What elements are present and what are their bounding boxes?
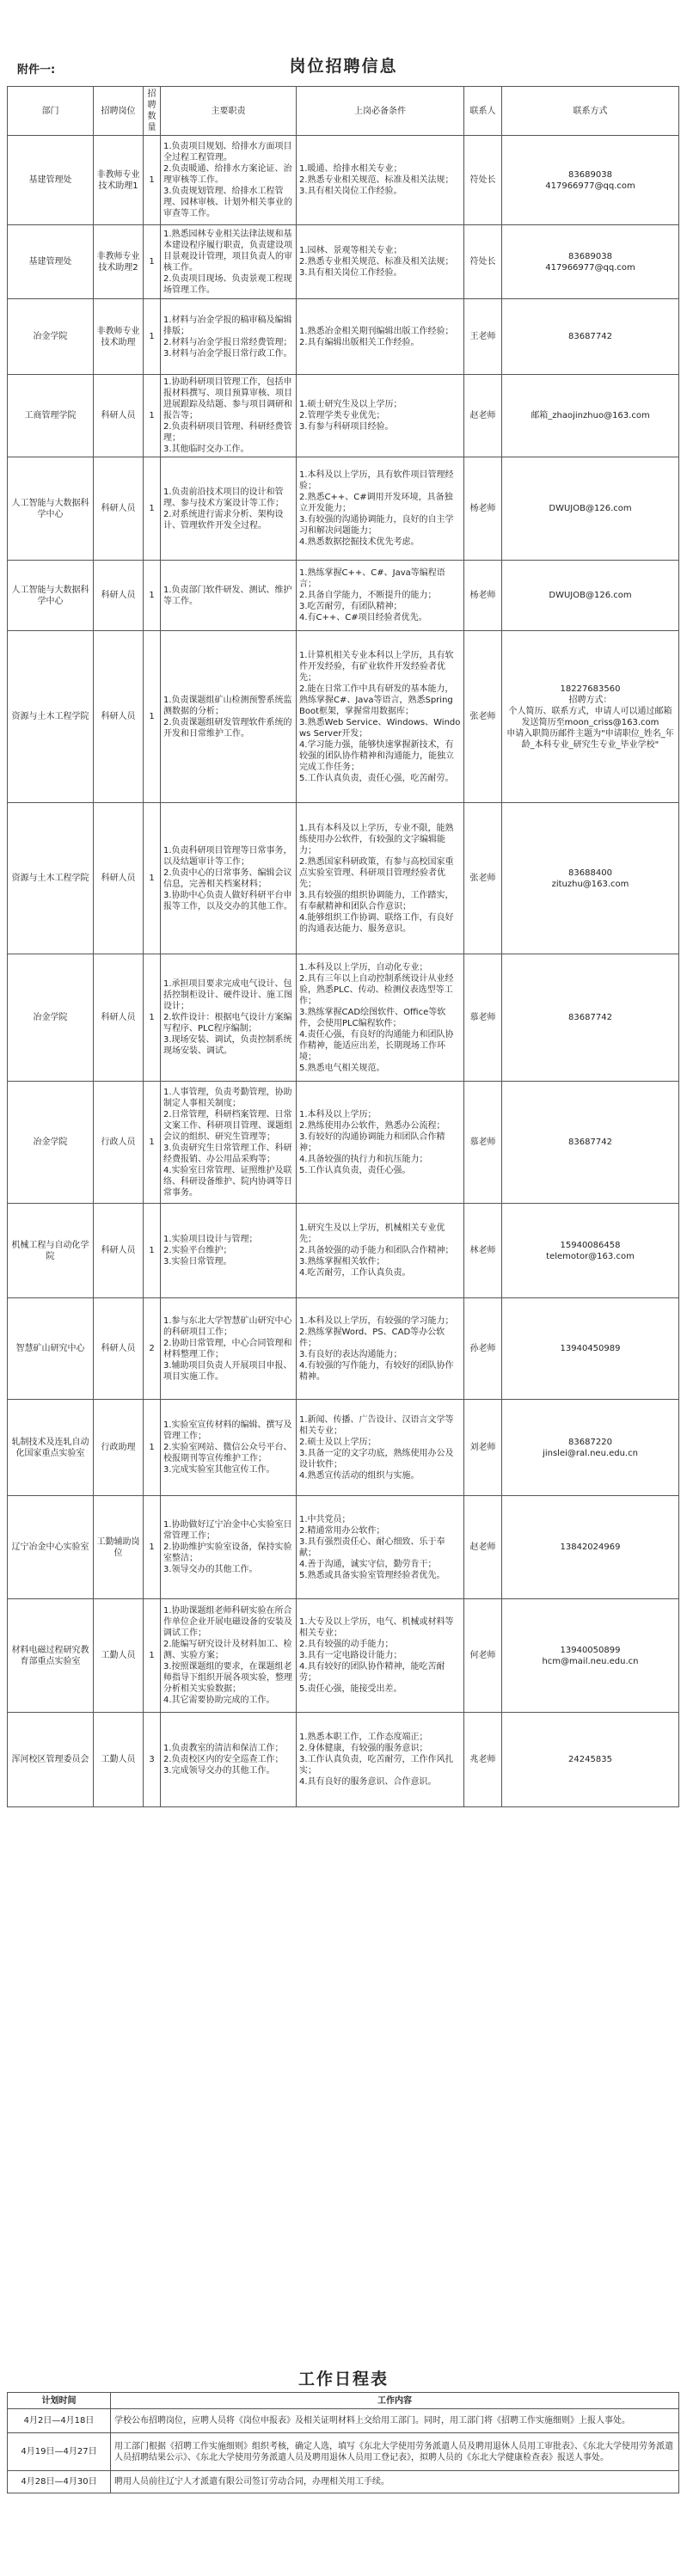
reqs-cell: 1.本科及以上学历，有较强的学习能力； 2.熟练掌握Word、PS、CAD等办公软件； 3.有良好的表达沟通能力； 4.有较强的写作能力，有较好的团队协作精神。 [297, 1298, 464, 1400]
schedule-header-row [8, 2393, 679, 2409]
post-cell: 科研人员 [94, 1298, 144, 1400]
schedule-time-cell: 4月28日—4月30日 [8, 2471, 111, 2493]
info-cell: 83689038 417966977@qq.com [502, 225, 679, 299]
schedule-title: 工作日程表 [297, 2370, 389, 2389]
reqs-cell: 1.硕士研究生及以上学历； 2.管理学类专业优先； 3.有参与科研项目经验。 [297, 375, 464, 457]
contact-cell: 慕老师 [464, 1082, 502, 1204]
count-cell: 1 [144, 1204, 161, 1298]
duties-cell: 1.负责课题组矿山检测预警系统监测数据的分析； 2.负责课题组研发管理软件系统的开发和日常维护工作。 [161, 631, 297, 803]
dept-cell: 人工智能与大数据科学中心 [8, 561, 94, 631]
jobs-table [7, 86, 679, 1807]
reqs-cell: 1.园林、景观等相关专业； 2.熟悉专业相关规范、标准及相关法规； 3.具有相关岗位工作经验。 [297, 225, 464, 299]
contact-cell: 符处长 [464, 136, 502, 225]
job-row [8, 299, 679, 375]
schedule-content-cell: 聘用人员前往辽宁人才派遣有限公司签订劳动合同，办理相关用工手续。 [111, 2471, 679, 2493]
dept-cell: 资源与土木工程学院 [8, 803, 94, 954]
reqs-cell: 1.本科及以上学历，自动化专业； 2.具有三年以上自动控制系统设计从业经验，熟悉PLC、传动、检测仪表选型等工作； 3.熟练掌握CAD绘图软件、Office等软件，会使用PLC编程软件； 4.责任心强，有良好的沟通能力和团队协作精神，能适应出差，长期现场工作环境； 5.熟悉电气相关规范。 [297, 954, 464, 1082]
header-count: 招聘数量 [144, 87, 161, 136]
info-cell: 18227683560 招聘方式： 个人简历、联系方式，申请人可以通过邮箱发送简历至moon_criss@163.com 申请入职简历邮件主题为"申请职位_姓名_年龄_本科专业_研究生专业_毕业学校" [502, 631, 679, 803]
job-row [8, 1496, 679, 1599]
post-cell: 行政助理 [94, 1400, 144, 1496]
duties-cell: 1.人事管理，负责考勤管理，协助制定人事相关制度； 2.日常管理，科研档案管理、日常文案工作、科研项目管理、课题组会议的组织、研究生管理等； 3.负责研究生日常管理工作、科研经费报销、办公用品采购等； 4.实验室日常管理、证照维护及联络、科研设备维护、院内协调等日常事务。 [161, 1082, 297, 1204]
job-row [8, 954, 679, 1082]
duties-cell: 1.实验项目设计与管理； 2.实验平台维护； 3.实验日常管理。 [161, 1204, 297, 1298]
duties-cell: 1.协助做好辽宁冶金中心实验室日常管理工作； 2.协助维护实验室设备，保持实验室整洁； 3.领导交办的其他工作。 [161, 1496, 297, 1599]
info-cell: 83687220 jinslei@ral.neu.edu.cn [502, 1400, 679, 1496]
post-cell: 科研人员 [94, 457, 144, 561]
job-row [8, 631, 679, 803]
header-dept: 部门 [8, 87, 94, 136]
header-info: 联系方式 [502, 87, 679, 136]
schedule-table [7, 2392, 679, 2493]
count-cell: 2 [144, 1298, 161, 1400]
post-cell: 科研人员 [94, 631, 144, 803]
count-cell: 1 [144, 225, 161, 299]
post-cell: 科研人员 [94, 561, 144, 631]
contact-cell: 张老师 [464, 631, 502, 803]
dept-cell: 工商管理学院 [8, 375, 94, 457]
contact-cell: 刘老师 [464, 1400, 502, 1496]
contact-cell: 张老师 [464, 803, 502, 954]
info-cell: 24245835 [502, 1713, 679, 1807]
count-cell: 1 [144, 631, 161, 803]
reqs-cell: 1.暖通、给排水相关专业； 2.熟悉专业相关规范、标准及相关法规； 3.具有相关岗位工作经验。 [297, 136, 464, 225]
duties-cell: 1.协助科研项目管理工作，包括申报材料撰写、项目预算审核、项目进展跟踪及结题、参与项目调研和报告等； 2.负责科研项目管理、科研经费管理； 3.其他临时交办工作。 [161, 375, 297, 457]
post-cell: 非教师专业技术助理 [94, 299, 144, 375]
reqs-cell: 1.新闻、传播、广告设计、汉语言文学等相关专业； 2.硕士及以上学历； 3.具备一定的文字功底，熟练使用办公及设计软件； 4.熟悉宣传活动的组织与实施。 [297, 1400, 464, 1496]
contact-cell: 杨老师 [464, 561, 502, 631]
schedule-content-cell: 用工部门根据《招聘工作实施细则》组织考核，确定人选，填写《东北大学使用劳务派遣人员及聘用退休人员用工审批表》、《东北大学使用劳务派遣人员招聘结果公示》、《东北大学使用劳务派遣人员及聘用退休人员用工登记表》，拟聘人员的《东北大学健康检查表》报送人事处。 [111, 2433, 679, 2471]
schedule-header-time: 计划时间 [8, 2393, 111, 2409]
schedule-row [8, 2409, 679, 2433]
dept-cell: 辽宁冶金中心实验室 [8, 1496, 94, 1599]
duties-cell: 1.负责项目规划、给排水方面项目全过程工程管理。 2.负责暖通、给排水方案论证、治理审核等工作。 3.负责规划管理、给排水工程管理、园林审核、计划外相关事业的审查等工作。 [161, 136, 297, 225]
schedule-row [8, 2471, 679, 2493]
info-cell: 83689038 417966977@qq.com [502, 136, 679, 225]
job-row [8, 375, 679, 457]
dept-cell: 轧制技术及连轧自动化国家重点实验室 [8, 1400, 94, 1496]
info-cell: 83687742 [502, 954, 679, 1082]
contact-cell: 赵老师 [464, 1496, 502, 1599]
header-contact: 联系人 [464, 87, 502, 136]
post-cell: 科研人员 [94, 375, 144, 457]
job-row [8, 457, 679, 561]
count-cell: 1 [144, 299, 161, 375]
job-row [8, 1599, 679, 1713]
post-cell: 科研人员 [94, 954, 144, 1082]
job-row [8, 136, 679, 225]
job-row [8, 803, 679, 954]
info-cell: 邮箱_zhaojinzhuo@163.com [502, 375, 679, 457]
reqs-cell: 1.计算机相关专业本科以上学历，具有软件开发经验，有矿业软件开发经验者优先； 2.能在日常工作中具有研发的基本能力，熟练掌握C#、Java等语言，熟悉Spring Boot框架，掌握常用数据库； 3.熟悉Web Service、Windows、Windows Server开发； 4.学习能力强，能够快速掌握新技术，有较强的团队协作精神和沟通能力，能独立完成工作任务； 5.工作认真负责，责任心强，吃苦耐劳。 [297, 631, 464, 803]
contact-cell: 杨老师 [464, 457, 502, 561]
reqs-cell: 1.中共党员； 2.精通常用办公软件； 3.具有强烈责任心、耐心细致、乐于奉献； 4.善于沟通，诚实守信，勤劳肯干； 5.熟悉或具备实验室管理经验者优先。 [297, 1496, 464, 1599]
dept-cell: 基建管理处 [8, 136, 94, 225]
duties-cell: 1.负责部门软件研发、测试、维护等工作。 [161, 561, 297, 631]
info-cell: 15940086458 telemotor@163.com [502, 1204, 679, 1298]
post-cell: 非教师专业技术助理1 [94, 136, 144, 225]
count-cell: 1 [144, 1599, 161, 1713]
reqs-cell: 1.本科及以上学历，具有软件项目管理经验； 2.熟悉C++、C#调用开发环境，具备独立开发能力； 3.有较强的沟通协调能力，良好的自主学习和解决问题能力； 4.熟悉数据挖掘技术优先考虑。 [297, 457, 464, 561]
contact-cell: 赵老师 [464, 375, 502, 457]
reqs-cell: 1.具有本科及以上学历，专业不限，能熟练使用办公软件，有较强的文字编辑能力； 2.熟悉国家科研政策，有参与高校国家重点实验室管理、科研项目管理经验者优先； 3.具有较强的组织协调能力，工作踏实，有奉献精神和团队合作意识； 4.能够组织工作协调、联络工作，有良好的沟通表达能力、服务意识。 [297, 803, 464, 954]
job-row [8, 1204, 679, 1298]
dept-cell: 机械工程与自动化学院 [8, 1204, 94, 1298]
info-cell: 83688400 zituzhu@163.com [502, 803, 679, 954]
contact-cell: 符处长 [464, 225, 502, 299]
duties-cell: 1.熟悉园林专业相关法律法规和基本建设程序履行职责，负责建设项目景观设计管理，项目负责人的审核工作。 2.负责项目现场、负责景观工程现场管理工作。 [161, 225, 297, 299]
count-cell: 3 [144, 1713, 161, 1807]
info-cell: DWUJOB@126.com [502, 561, 679, 631]
count-cell: 1 [144, 1082, 161, 1204]
dept-cell: 浑河校区管理委员会 [8, 1713, 94, 1807]
post-cell: 工勤人员 [94, 1599, 144, 1713]
duties-cell: 1.材料与冶金学报的稿审稿及编辑排版； 2.材料与冶金学报日常经费管理； 3.材料与冶金学报日常行政工作。 [161, 299, 297, 375]
post-cell: 科研人员 [94, 1204, 144, 1298]
page-title: 岗位招聘信息 [289, 57, 398, 76]
job-row [8, 561, 679, 631]
header-post: 招聘岗位 [94, 87, 144, 136]
contact-cell: 何老师 [464, 1599, 502, 1713]
header-reqs: 上岗必备条件 [297, 87, 464, 136]
count-cell: 1 [144, 1400, 161, 1496]
job-row [8, 225, 679, 299]
schedule-time-cell: 4月2日—4月18日 [8, 2409, 111, 2433]
contact-cell: 林老师 [464, 1204, 502, 1298]
schedule-content-cell: 学校公布招聘岗位，应聘人员将《岗位申报表》及相关证明材料上交给用工部门。同时，用工部门将《招聘工作实施细则》上报人事处。 [111, 2409, 679, 2433]
schedule-row [8, 2433, 679, 2471]
duties-cell: 1.实验室宣传材料的编辑、撰写及管理工作； 2.实验室网站、微信公众号平台、校报期刊等宣传维护工作； 3.完成实验室其他宣传工作。 [161, 1400, 297, 1496]
contact-cell: 慕老师 [464, 954, 502, 1082]
reqs-cell: 1.研究生及以上学历，机械相关专业优先； 2.具备较强的动手能力和团队合作精神； 3.熟练掌握相关软件； 4.吃苦耐劳，工作认真负责。 [297, 1204, 464, 1298]
schedule-time-cell: 4月19日—4月27日 [8, 2433, 111, 2471]
reqs-cell: 1.本科及以上学历； 2.熟练使用办公软件，熟悉办公流程； 3.有较好的沟通协调能力和团队合作精神； 4.具备较强的执行力和抗压能力； 5.工作认真负责，责任心强。 [297, 1082, 464, 1204]
post-cell: 工勤人员 [94, 1713, 144, 1807]
info-cell: 13940050899 hcm@mail.neu.edu.cn [502, 1599, 679, 1713]
reqs-cell: 1.熟练掌握C++、C#、Java等编程语言； 2.具备自学能力，不断提升的能力； 3.吃苦耐劳，有团队精神； 4.有C++、C#项目经验者优先。 [297, 561, 464, 631]
dept-cell: 资源与土木工程学院 [8, 631, 94, 803]
contact-cell: 王老师 [464, 299, 502, 375]
dept-cell: 人工智能与大数据科学中心 [8, 457, 94, 561]
count-cell: 1 [144, 561, 161, 631]
count-cell: 1 [144, 457, 161, 561]
info-cell: 13842024969 [502, 1496, 679, 1599]
schedule-header-content: 工作内容 [111, 2393, 679, 2409]
dept-cell: 冶金学院 [8, 1082, 94, 1204]
post-cell: 非教师专业技术助理2 [94, 225, 144, 299]
duties-cell: 1.参与东北大学智慧矿山研究中心的科研项目工作； 2.协助日常管理，中心合同管理和材料整理工作； 3.辅助项目负责人开展项目申报、项目实施工作。 [161, 1298, 297, 1400]
reqs-cell: 1.熟悉本职工作，工作态度端正； 2.身体健康，有较强的服务意识； 3.工作认真负责，吃苦耐劳，工作作风扎实； 4.具有良好的服务意识、合作意识。 [297, 1713, 464, 1807]
reqs-cell: 1.熟悉冶金相关期刊编辑出版工作经验； 2.具有编辑出版相关工作经验。 [297, 299, 464, 375]
count-cell: 1 [144, 803, 161, 954]
dept-cell: 冶金学院 [8, 954, 94, 1082]
duties-cell: 1.负责前沿技术项目的设计和管理、参与技术方案设计等工作； 2.对系统进行需求分析、架构设计、管理软件开发全过程。 [161, 457, 297, 561]
header-duties: 主要职责 [161, 87, 297, 136]
contact-cell: 兆老师 [464, 1713, 502, 1807]
jobs-header-row [8, 87, 679, 136]
count-cell: 1 [144, 954, 161, 1082]
info-cell: DWUJOB@126.com [502, 457, 679, 561]
post-cell: 行政人员 [94, 1082, 144, 1204]
annex-label: 附件一: [17, 64, 56, 77]
dept-cell: 智慧矿山研究中心 [8, 1298, 94, 1400]
job-row [8, 1713, 679, 1807]
count-cell: 1 [144, 136, 161, 225]
info-cell: 13940450989 [502, 1298, 679, 1400]
contact-cell: 孙老师 [464, 1298, 502, 1400]
dept-cell: 冶金学院 [8, 299, 94, 375]
duties-cell: 1.协助课题组老师科研实验在所合作单位企业开展电磁设备的安装及调试工作； 2.能编写研究设计及材料加工、检测、实验方案； 3.按照课题组的要求，在课题组老师指导下组织开展各项实验，整理分析相关实验数据； 4.其它需要协助完成的工作。 [161, 1599, 297, 1713]
job-row [8, 1082, 679, 1204]
post-cell: 科研人员 [94, 803, 144, 954]
duties-cell: 1.负责科研项目管理等日常事务，以及结题审计等工作； 2.负责中心的日常事务、编辑会议信息，完善相关档案材料； 3.协助中心负责人做好科研平台申报等工作，以及交办的其他工作。 [161, 803, 297, 954]
count-cell: 1 [144, 375, 161, 457]
job-row [8, 1400, 679, 1496]
reqs-cell: 1.大专及以上学历，电气、机械或材料等相关专业； 2.具有较强的动手能力； 3.具有一定电路设计能力； 4.具有较好的团队协作精神，能吃苦耐劳； 5.责任心强，能接受出差。 [297, 1599, 464, 1713]
duties-cell: 1.负责教室的清洁和保洁工作； 2.负责校区内的安全巡查工作； 3.完成领导交办的其他工作。 [161, 1713, 297, 1807]
dept-cell: 材料电磁过程研究教育部重点实验室 [8, 1599, 94, 1713]
dept-cell: 基建管理处 [8, 225, 94, 299]
info-cell: 83687742 [502, 1082, 679, 1204]
duties-cell: 1.承担项目要求完成电气设计、包括控制柜设计、硬件设计、施工图设计； 2.软件设计：根据电气设计方案编写程序、PLC程序编制； 3.现场安装、调试，负责控制系统现场安装、调试。 [161, 954, 297, 1082]
info-cell: 83687742 [502, 299, 679, 375]
job-row [8, 1298, 679, 1400]
count-cell: 1 [144, 1496, 161, 1599]
post-cell: 工勤辅助岗位 [94, 1496, 144, 1599]
